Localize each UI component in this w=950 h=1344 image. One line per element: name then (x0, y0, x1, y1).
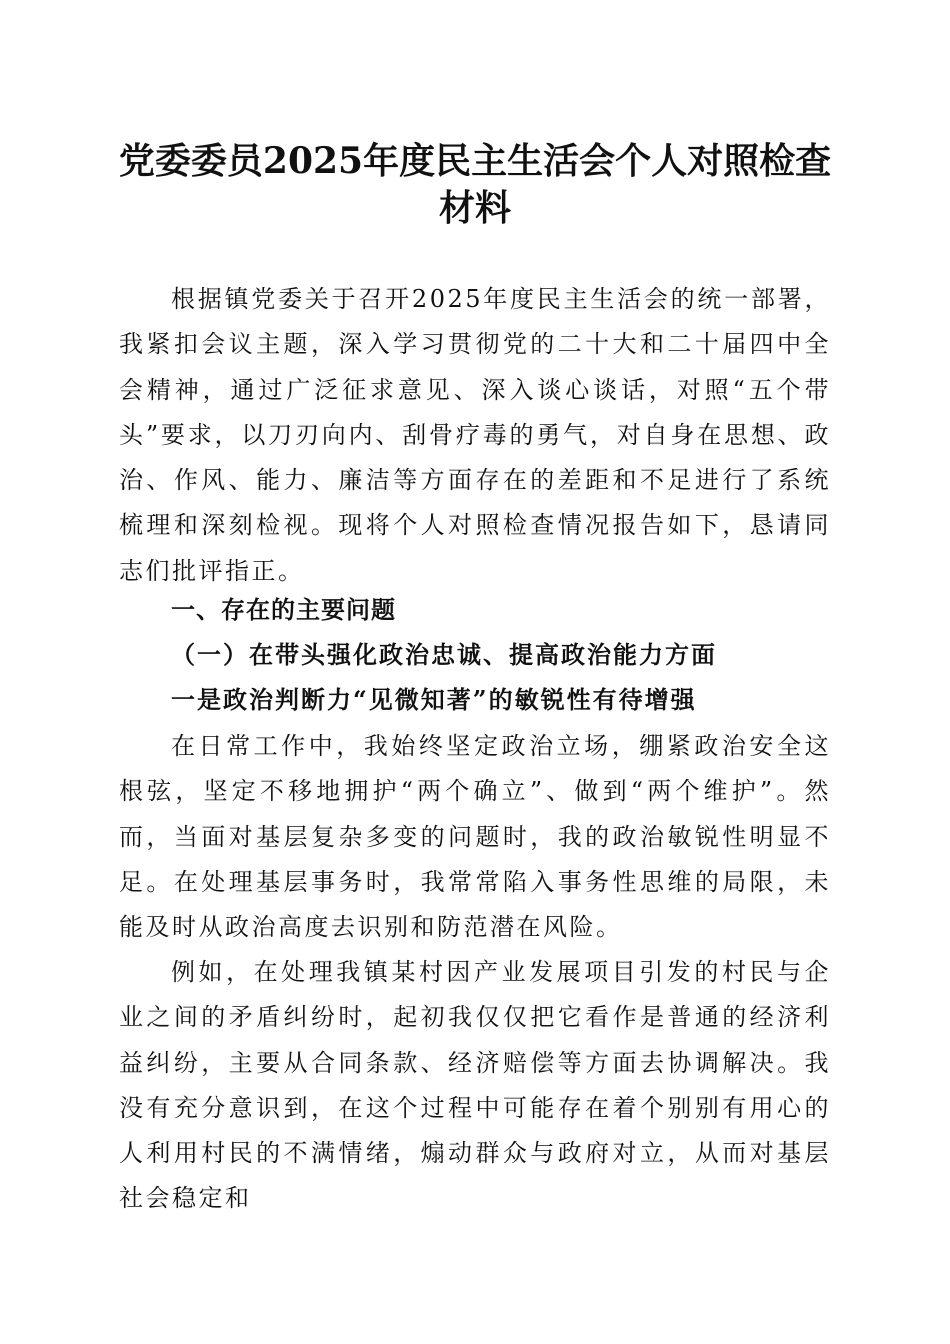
body-paragraph-2: 在日常工作中，我始终坚定政治立场，绷紧政治安全这根弦，坚定不移地拥护“两个确立”、做到“两个维护”。然而，当面对基层复杂多变的问题时，我的政治敏锐性明显不足。在处理基层事务时，我常常陷入事务性思维的局限，未能及时从政治高度去识别和防范潜在风险。 (119, 732, 831, 942)
document-title-line-1: 党委委员2025年度民主生活会个人对照检查 (118, 140, 832, 182)
section-heading: 一、存在的主要问题 (171, 596, 396, 624)
body-paragraph-3: 例如，在处理我镇某村因产业发展项目引发的村民与企业之间的矛盾纠纷时，起初我仅仅把它看作是普通的经济利益纠纷，主要从合同条款、经济赔偿等方面去协调解决。我没有充分意识到，在这个过程中可能存在着个别别有用心的人利用村民的不满情绪，煽动群众与政府对立，从而对基层社会稳定和 (119, 958, 831, 1213)
subsection-heading: （一）在带头强化政治忠诚、提高政治能力方面 (171, 640, 717, 669)
point-heading: 一是政治判断力“见微知著”的敏锐性有待增强 (171, 685, 697, 714)
document-title-line-2: 材料 (438, 187, 511, 229)
intro-paragraph: 根据镇党委关于召开2025年度民主生活会的统一部署，我紧扣会议主题，深入学习贯彻党的二十大和二十届四中全会精神，通过广泛征求意见、深入谈心谈话，对照“五个带头”要求，以刀刃向内、刮骨疗毒的勇气，对自身在思想、政治、作风、能力、廉洁等方面存在的差距和不足进行了系统梳理和深刻检视。现将个人对照检查情况报告如下，恳请同志们批评指正。 (119, 285, 831, 585)
